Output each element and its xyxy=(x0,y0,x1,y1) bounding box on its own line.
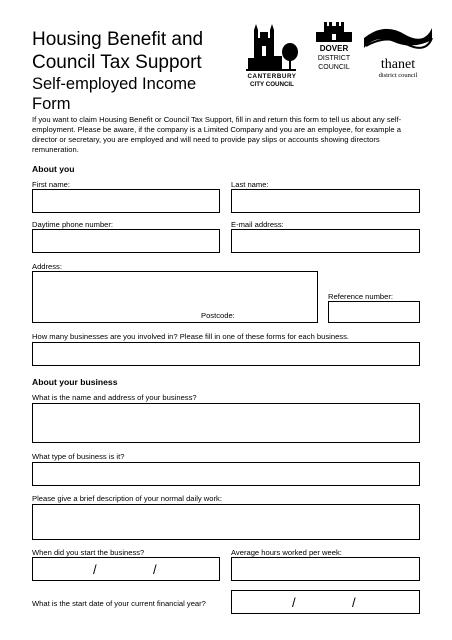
thanet-logo-line1: thanet xyxy=(380,57,416,72)
email-field[interactable] xyxy=(231,229,420,253)
start-date-field[interactable] xyxy=(32,557,220,581)
last-name-field[interactable] xyxy=(231,189,420,213)
page-subtitle xyxy=(32,74,196,114)
reference-label: Reference number: xyxy=(328,292,394,301)
logos-svg xyxy=(244,16,434,96)
postcode-label: Postcode: xyxy=(201,311,235,320)
date-separator: / xyxy=(352,595,356,610)
title-line-1: Housing Benefit and xyxy=(32,29,204,50)
financial-year-question: What is the start date of your current financial year? xyxy=(32,599,206,608)
subtitle-line-1: Self-employed Income xyxy=(32,75,197,93)
page-title xyxy=(32,28,203,74)
address-field[interactable] xyxy=(32,271,318,323)
reference-field[interactable] xyxy=(328,301,420,323)
hours-field[interactable] xyxy=(231,557,420,581)
businesses-question: How many businesses are you involved in? Please fill in one of these forms for each business. xyxy=(32,332,349,341)
council-logos xyxy=(244,16,434,96)
dover-castle-icon xyxy=(316,22,352,42)
canterbury-logo-line1: CANTERBURY xyxy=(247,73,297,80)
dover-logo-line3: COUNCIL xyxy=(318,64,350,71)
canterbury-logo-line2: CITY COUNCIL xyxy=(250,81,294,88)
dover-logo-line2: DISTRICT xyxy=(317,55,351,62)
canterbury-cathedral-icon xyxy=(246,24,298,71)
title-line-2: Council Tax Support xyxy=(32,52,202,73)
business-type-question: What type of business is it? xyxy=(32,452,125,461)
first-name-label: First name: xyxy=(32,180,70,189)
address-label: Address: xyxy=(32,262,62,271)
thanet-wave-icon xyxy=(364,28,432,48)
subtitle-line-2: Form xyxy=(32,95,71,113)
about-you-heading: About you xyxy=(32,164,75,174)
phone-field[interactable] xyxy=(32,229,220,253)
start-date-question: When did you start the business? xyxy=(32,548,145,557)
date-separator: / xyxy=(93,562,97,577)
phone-label: Daytime phone number: xyxy=(32,220,114,229)
intro-text: If you want to claim Housing Benefit or Council Tax Support, fill in and return this form to tell us about any self-employment. Please be aware, if the company is a Limited Company and you are an employee, for example a director or secretary, you are employed and will need to provide pay slips or accounts showing directors remuneration. xyxy=(32,115,402,154)
work-description-question: Please give a brief description of your normal daily work: xyxy=(32,494,222,503)
businesses-count-field[interactable] xyxy=(32,342,420,366)
thanet-logo-line2: district council xyxy=(378,72,418,79)
first-name-field[interactable] xyxy=(32,189,220,213)
last-name-label: Last name: xyxy=(231,180,269,189)
business-name-address-field[interactable] xyxy=(32,403,420,443)
about-business-heading: About your business xyxy=(32,377,118,387)
financial-year-date-field[interactable] xyxy=(231,590,420,614)
email-label: E-mail address: xyxy=(231,220,284,229)
business-type-field[interactable] xyxy=(32,462,420,486)
work-description-field[interactable] xyxy=(32,504,420,540)
dover-logo-line1: DOVER xyxy=(319,44,349,53)
business-name-address-question: What is the name and address of your business? xyxy=(32,393,197,402)
date-separator: / xyxy=(153,562,157,577)
hours-question: Average hours worked per week: xyxy=(231,548,342,557)
date-separator: / xyxy=(292,595,296,610)
